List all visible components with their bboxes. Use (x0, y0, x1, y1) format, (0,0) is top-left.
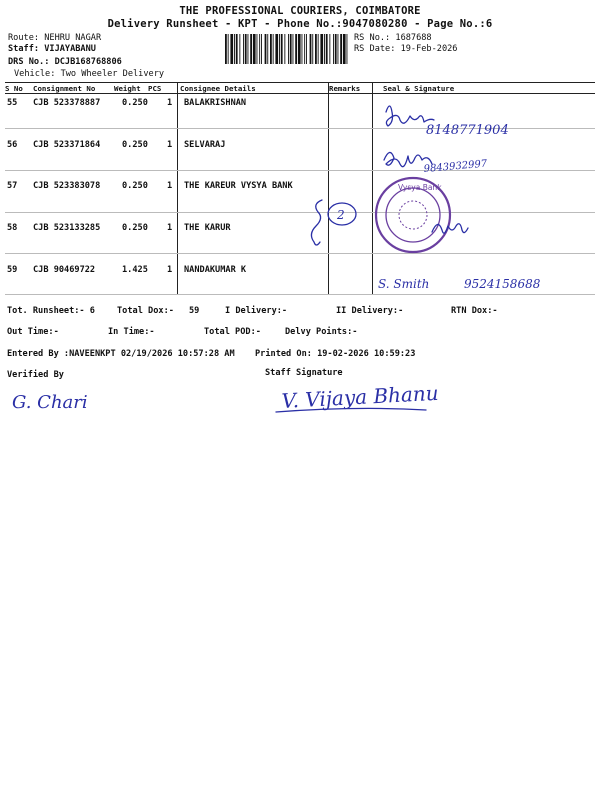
row-sno: 56 (7, 140, 18, 150)
row-pcs: 1 (167, 223, 173, 233)
row-pcs: 1 (167, 265, 173, 275)
vehicle-label: Vehicle: Two Wheeler Delivery (14, 69, 165, 79)
stamp-text: Vysya Bank (398, 183, 442, 192)
signature-mark (432, 224, 468, 233)
drs-number: DRS No.: DCJB168768806 (8, 57, 122, 67)
staff-label: Staff: VIJAYABANU (8, 44, 96, 54)
rs-number: RS No.: 1687688 (354, 33, 432, 43)
row-sno: 58 (7, 223, 18, 233)
row-consignee: THE KARUR (184, 223, 231, 233)
i-delivery: I Delivery:- (225, 306, 288, 316)
row-weight: 0.250 (122, 223, 148, 233)
row-weight: 1.425 (122, 265, 148, 275)
staff-signature-mark: V. Vijaya Bhanu (281, 380, 440, 413)
row-sno: 57 (7, 181, 18, 191)
route-label: Route: NEHRU NAGAR (8, 33, 102, 43)
row-weight: 0.250 (122, 140, 148, 150)
ii-delivery: II Delivery:- (336, 306, 404, 316)
row-weight: 0.250 (122, 98, 148, 108)
row-consignee: BALAKRISHNAN (184, 98, 247, 108)
entered-by: Entered By :NAVEENKPT 02/19/2026 10:57:28 AM (7, 349, 235, 359)
in-time: In Time:- (108, 327, 155, 337)
row56-phone: 9843932997 (423, 158, 488, 175)
out-time: Out Time:- (7, 327, 59, 337)
col-header-consignment: Consignment No (33, 84, 96, 93)
rtn-dox: RTN Dox:- (451, 306, 498, 316)
bank-stamp (376, 178, 450, 252)
row57-mark: 2 (337, 208, 345, 222)
row-consignment: CJB 523383078 (33, 181, 101, 191)
row-weight: 0.250 (122, 181, 148, 191)
delvy-points: Delvy Points:- (285, 327, 358, 337)
total-dox-label: Total Dox:- (117, 306, 174, 316)
row-sno: 59 (7, 265, 18, 275)
row-consignment: CJB 523133285 (33, 223, 101, 233)
company-title: THE PROFESSIONAL COURIERS, COIMBATORE (179, 5, 421, 17)
staff-signature-label: Staff Signature (265, 368, 343, 378)
row59-sign: S. Smith (378, 277, 430, 291)
row-consignment: CJB 523378887 (33, 98, 101, 108)
row-consignment: CJB 523371864 (33, 140, 101, 150)
verified-signature: G. Chari (12, 392, 88, 413)
tot-runsheet: Tot. Runsheet:- 6 (7, 306, 95, 316)
row55-phone: 8148771904 (426, 123, 509, 138)
row-consignee: SELVARAJ (184, 140, 226, 150)
row59-phone: 9524158688 (464, 277, 541, 291)
col-header-pcs: PCS (148, 84, 162, 93)
remarks-bracket (311, 200, 322, 245)
row-pcs: 1 (167, 98, 173, 108)
col-header-seal: Seal & Signature (383, 84, 455, 93)
total-dox-value: 59 (189, 306, 200, 316)
row-consignee: NANDAKUMAR K (184, 265, 247, 275)
printed-on: Printed On: 19-02-2026 10:59:23 (255, 349, 416, 359)
total-pod: Total POD:- (204, 327, 261, 337)
col-header-remarks: Remarks (329, 84, 361, 93)
row-pcs: 1 (167, 181, 173, 191)
col-header-sno: S No (5, 84, 23, 93)
col-header-consignee: Consignee Details (180, 84, 256, 93)
row-pcs: 1 (167, 140, 173, 150)
verified-by-label: Verified By (7, 370, 64, 380)
row-sno: 55 (7, 98, 18, 108)
row-consignee: THE KAREUR VYSYA BANK (184, 181, 293, 191)
row-consignment: CJB 90469722 (33, 265, 96, 275)
col-header-weight: Weight (114, 84, 141, 93)
rs-date: RS Date: 19-Feb-2026 (354, 44, 458, 54)
runsheet-subtitle: Delivery Runsheet - KPT - Phone No.:9047080280 - Page No.:6 (107, 18, 493, 30)
